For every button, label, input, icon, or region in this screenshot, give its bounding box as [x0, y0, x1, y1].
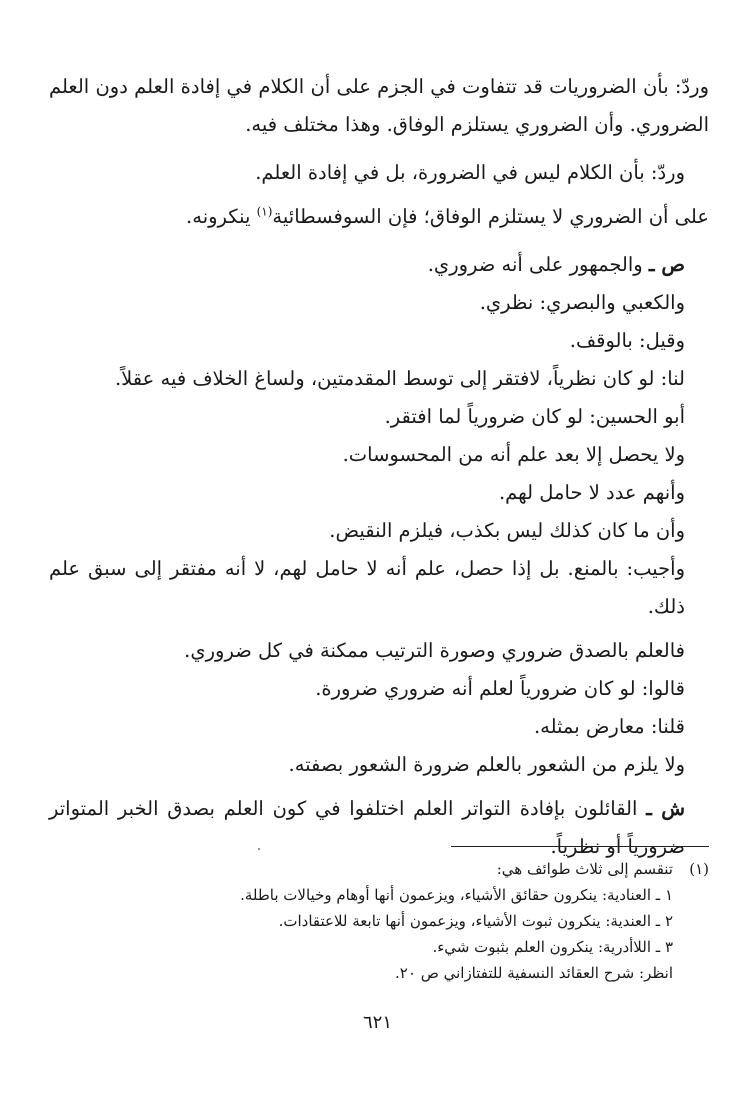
- footnote-reference[interactable]: (١): [256, 204, 273, 219]
- paragraph-majority: [49, 246, 709, 284]
- paragraph-naqid: وأن ما كان كذلك ليس بكذب، فيلزم النقيض.: [329, 519, 685, 542]
- footnote-item-1: ١ ـ العنادية: ينكرون حقائق الأشياء، ويزعمون أنها أوهام وخيالات باطلة.: [240, 886, 673, 904]
- page-number: ٦٢١: [362, 1012, 392, 1033]
- footnote-separator: [451, 846, 709, 847]
- footnote-number: (١): [689, 860, 709, 878]
- paragraph-reply-1: وردّ: بأن الضروريات قد تتفاوت في الجزم على أن الكلام في إفادة العلم دون العلم الضروري. وأن الضروري يستلزم الوفاق. وهذا مختلف فيه.: [49, 75, 709, 136]
- main-text: [49, 68, 709, 866]
- paragraph-mahsusat: ولا يحصل إلا بعد علم أنه من المحسوسات.: [342, 443, 685, 466]
- shin-marker: ش ـ: [646, 797, 685, 820]
- paragraph-abu-al-husayn: أبو الحسين: لو كان ضرورياً لما افتقر.: [384, 405, 685, 428]
- paragraph-shuur: ولا يلزم من الشعور بالعلم ضرورة الشعور بصفته.: [288, 753, 685, 776]
- paragraph-kabi-basri: والكعبي والبصري: نظري.: [479, 291, 685, 314]
- footnote-intro: [49, 856, 709, 882]
- sad-marker: ص ـ: [649, 253, 685, 276]
- footnote-item-2: ٢ ـ العندية: ينكرون ثبوت الأشياء، ويزعمون أنها تابعة للاعتقادات.: [278, 912, 673, 930]
- paragraph-sophists-text: على أن الضروري لا يستلزم الوفاق؛ فإن السوفسطائية: [272, 205, 709, 228]
- paragraph-qulna: قلنا: معارض بمثله.: [533, 715, 685, 738]
- paragraph-sidq: فالعلم بالصدق ضروري وصورة الترتيب ممكنة في كل ضروري.: [184, 639, 685, 662]
- paragraph-sophists-end: ينكرونه.: [186, 205, 257, 228]
- footnote-reference-source: انظر: شرح العقائد النسفية للتفتازاني ص ٢٠.: [395, 964, 673, 982]
- footnote-item-3: ٣ ـ اللاأدرية: ينكرون العلم بثبوت شيء.: [432, 938, 673, 956]
- paragraph-reply-2: وردّ: بأن الكلام ليس في الضرورة، بل في إفادة العلم.: [255, 161, 685, 184]
- paragraph-commentary: [49, 790, 709, 866]
- paragraph-adad: وأنهم عدد لا حامل لهم.: [498, 481, 685, 504]
- footnotes: [49, 856, 709, 986]
- paragraph-commentary-text: القائلون بإفادة التواتر العلم اختلفوا في كون العلم بصدق الخبر المتواتر ضرورياً أو نظرياً.: [49, 797, 685, 858]
- footnote-intro-text: تنقسم إلى ثلاث طوائف هي:: [496, 860, 673, 878]
- stray-dot: [258, 848, 260, 850]
- paragraph-ujib: وأجيب: بالمنع. بل إذا حصل، علم أنه لا حامل لهم، لا أنه مفتقر إلى سبق علم ذلك.: [49, 557, 685, 618]
- paragraph-sophists: [49, 198, 709, 236]
- paragraph-majority-text: والجمهور على أنه ضروري.: [427, 253, 643, 276]
- paragraph-lana: لنا: لو كان نظرياً، لافتقر إلى توسط المقدمتين، ولساغ الخلاف فيه عقلاً.: [114, 367, 685, 390]
- paragraph-waqf: وقيل: بالوقف.: [569, 329, 685, 352]
- paragraph-qalu: قالوا: لو كان ضرورياً لعلم أنه ضروري ضرورة.: [315, 677, 685, 700]
